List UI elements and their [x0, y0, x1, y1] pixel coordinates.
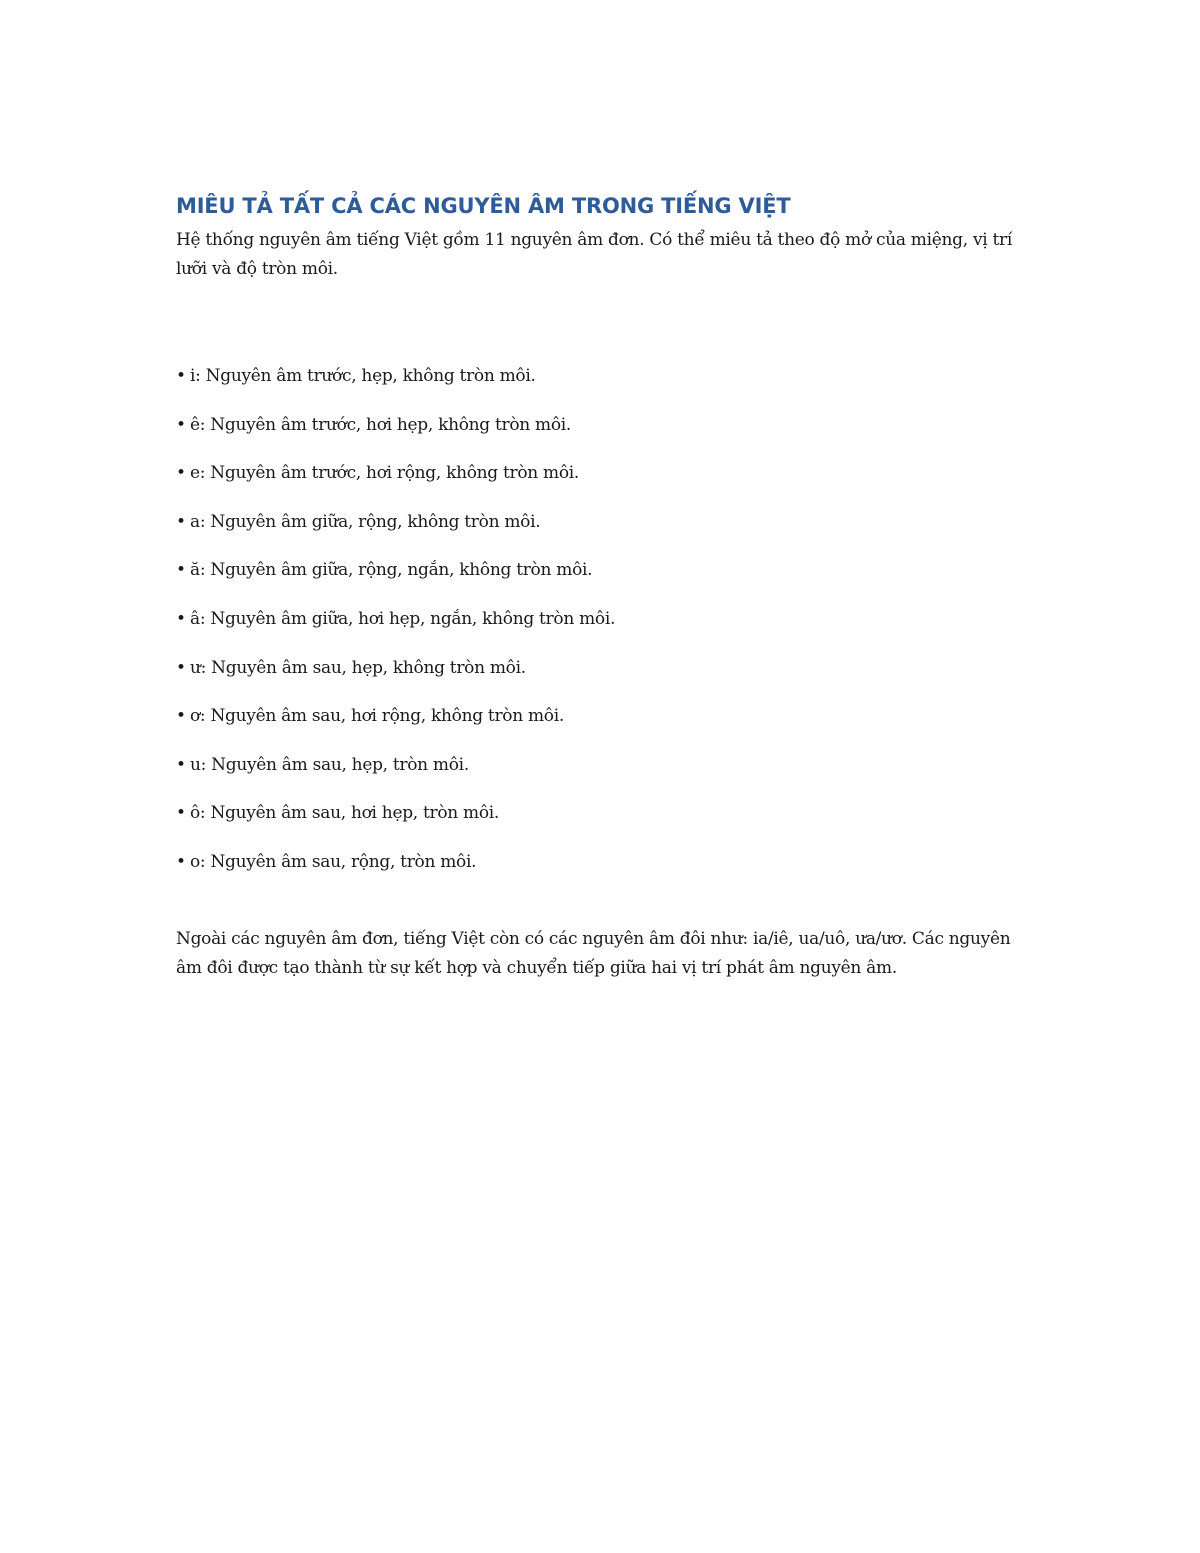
bullet-icon: •	[176, 706, 186, 727]
bullet-icon: •	[176, 657, 186, 678]
vowel-description: ă: Nguyên âm giữa, rộng, ngắn, không tròn môi.	[190, 560, 593, 581]
bullet-icon: •	[176, 560, 186, 581]
vowel-description: ô: Nguyên âm sau, hơi hẹp, tròn môi.	[190, 803, 500, 824]
vowel-description: ư: Nguyên âm sau, hẹp, không tròn môi.	[190, 657, 526, 678]
vowel-description: ơ: Nguyên âm sau, hơi rộng, không tròn môi.	[190, 706, 564, 727]
list-item	[176, 749, 1016, 798]
bullet-icon: •	[176, 511, 186, 532]
vowel-description: o: Nguyên âm sau, rộng, tròn môi.	[190, 851, 477, 872]
bullet-icon: •	[176, 754, 186, 775]
bullet-icon: •	[176, 414, 186, 435]
list-item	[176, 360, 1016, 409]
list-item	[176, 603, 1016, 652]
list-item	[176, 506, 1016, 555]
bullet-icon: •	[176, 608, 186, 629]
vowel-description: â: Nguyên âm giữa, hơi hẹp, ngắn, không tròn môi.	[190, 608, 616, 629]
list-item	[176, 797, 1016, 846]
vowel-description: ê: Nguyên âm trước, hơi hẹp, không tròn môi.	[190, 414, 572, 435]
intro-paragraph: Hệ thống nguyên âm tiếng Việt gồm 11 nguyên âm đơn. Có thể miêu tả theo độ mở của miệng, vị trí lưỡi và độ tròn môi.	[176, 230, 1013, 279]
document-body	[176, 190, 1016, 978]
bullet-icon: •	[176, 851, 186, 872]
bullet-icon: •	[176, 803, 186, 824]
vowel-description: a: Nguyên âm giữa, rộng, không tròn môi.	[190, 511, 541, 532]
list-item	[176, 409, 1016, 458]
bullet-icon: •	[176, 366, 186, 386]
bullet-icon: •	[176, 463, 186, 484]
list-item	[176, 700, 1016, 749]
list-item	[176, 652, 1016, 701]
list-item	[176, 554, 1016, 603]
vowel-description: e: Nguyên âm trước, hơi rộng, không tròn môi.	[190, 463, 580, 484]
document-title: MIÊU TẢ TẤT CẢ CÁC NGUYÊN ÂM TRONG TIẾNG VIỆT	[176, 194, 791, 218]
outro-paragraph: Ngoài các nguyên âm đơn, tiếng Việt còn có các nguyên âm đôi như: ia/iê, ua/uô, ưa/ươ. Các nguyên âm đôi được tạo thành từ sự kết hợp và chuyển tiếp giữa hai vị trí phát âm nguyên âm.	[176, 929, 1011, 978]
vowel-list	[176, 360, 1016, 895]
list-item	[176, 846, 1016, 895]
vowel-description: i: Nguyên âm trước, hẹp, không tròn môi.	[190, 366, 536, 386]
list-item	[176, 457, 1016, 506]
vowel-description: u: Nguyên âm sau, hẹp, tròn môi.	[190, 754, 469, 775]
